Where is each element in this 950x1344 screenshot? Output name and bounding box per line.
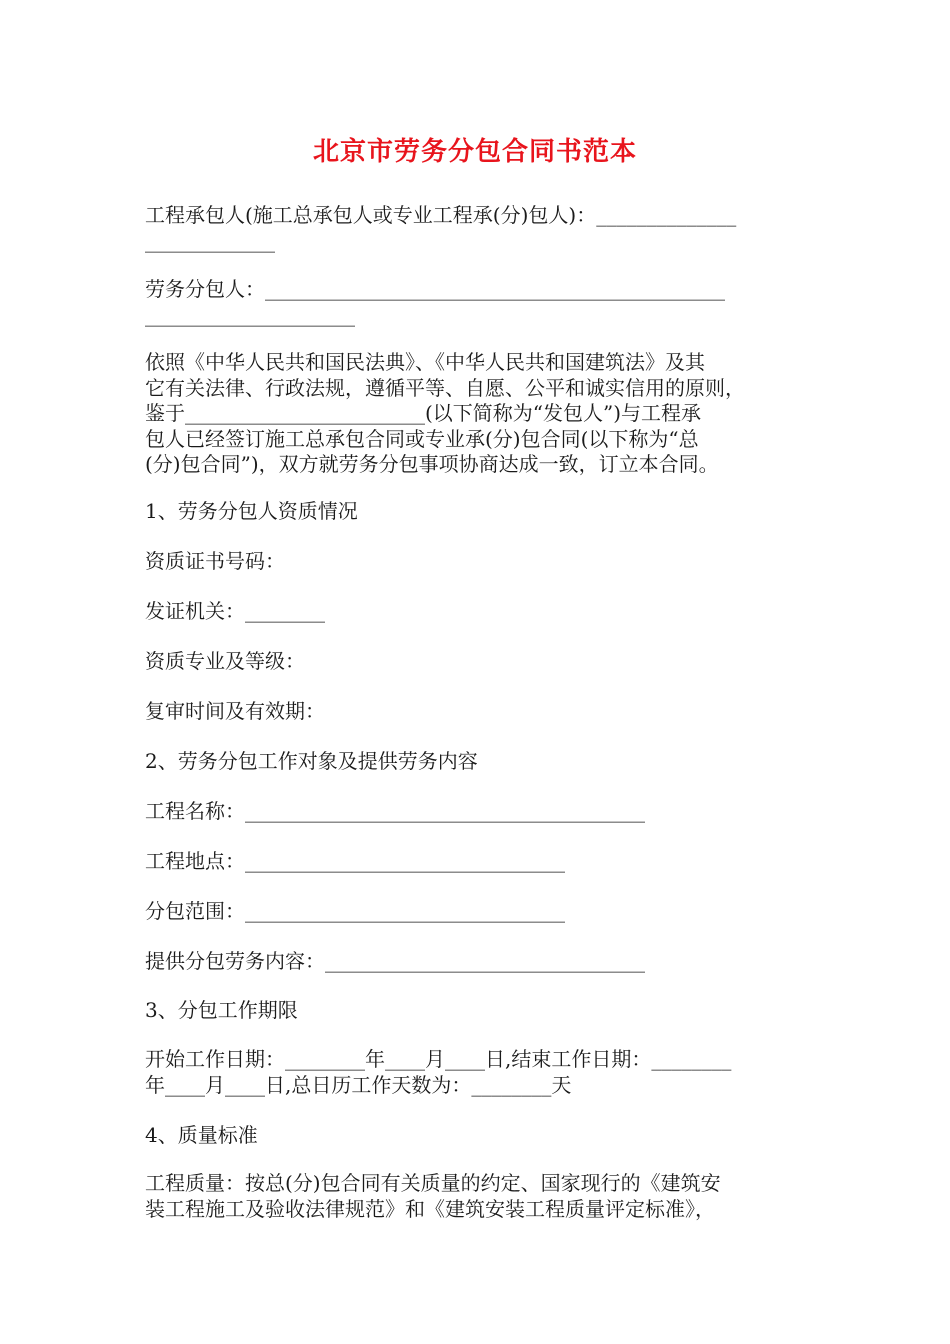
preamble-line-5: (分)包合同”)，双方就劳务分包事项协商达成一致，订立本合同。 xyxy=(145,452,719,476)
quality-line-2: 装工程施工及验收法律规范》和《建筑安装工程质量评定标准》， xyxy=(145,1197,715,1221)
preamble-line-1: 依照《中华人民共和国民法典》、《中华人民共和国建筑法》及其 xyxy=(145,350,705,374)
certificate-number-line: 资质证书号码： xyxy=(145,549,285,573)
qualification-grade-line: 资质专业及等级： xyxy=(145,649,305,673)
section-heading-4: 4、质量标准 xyxy=(145,1123,258,1147)
subcontractor-line: 劳务分包人：______________________________________________ xyxy=(145,277,725,301)
section-heading-2: 2、劳务分包工作对象及提供劳务内容 xyxy=(145,749,478,773)
review-validity-line: 复审时间及有效期： xyxy=(145,699,325,723)
preamble-line-3: 鉴于________________________(以下简称为“发包人”)与工程承 xyxy=(145,401,702,425)
section-heading-3: 3、分包工作期限 xyxy=(145,998,298,1022)
subcontractor-line-cont: _____________________ xyxy=(145,303,355,327)
contractor-line-cont: _____________ xyxy=(145,229,275,253)
preamble-line-2: 它有关法律、行政法规，遵循平等、自愿、公平和诚实信用的原则， xyxy=(145,376,745,400)
project-name-line: 工程名称：________________________________________ xyxy=(145,799,645,823)
project-location-line: 工程地点：________________________________ xyxy=(145,849,565,873)
preamble-line-4: 包人已经签订施工总承包合同或专业承(分)包合同(以下称为“总 xyxy=(145,427,699,451)
contractor-line: 工程承包人(施工总承包人或专业工程承(分)包人)：______________ xyxy=(145,203,737,227)
work-period-line-2: 年____月____日,总日历工作天数为：________天 xyxy=(145,1073,572,1097)
section-heading-1: 1、劳务分包人资质情况 xyxy=(145,499,358,523)
document-title: 北京市劳务分包合同书范本 xyxy=(312,137,637,167)
quality-line-1: 工程质量：按总(分)包合同有关质量的约定、国家现行的《建筑安 xyxy=(145,1171,721,1195)
labor-content-line: 提供分包劳务内容：________________________________ xyxy=(145,949,645,973)
work-period-line-1: 开始工作日期：________年____月____日,结束工作日期：________ xyxy=(145,1047,732,1071)
subcontract-scope-line: 分包范围：________________________________ xyxy=(145,899,565,923)
issuing-authority-line: 发证机关：________ xyxy=(145,599,325,623)
